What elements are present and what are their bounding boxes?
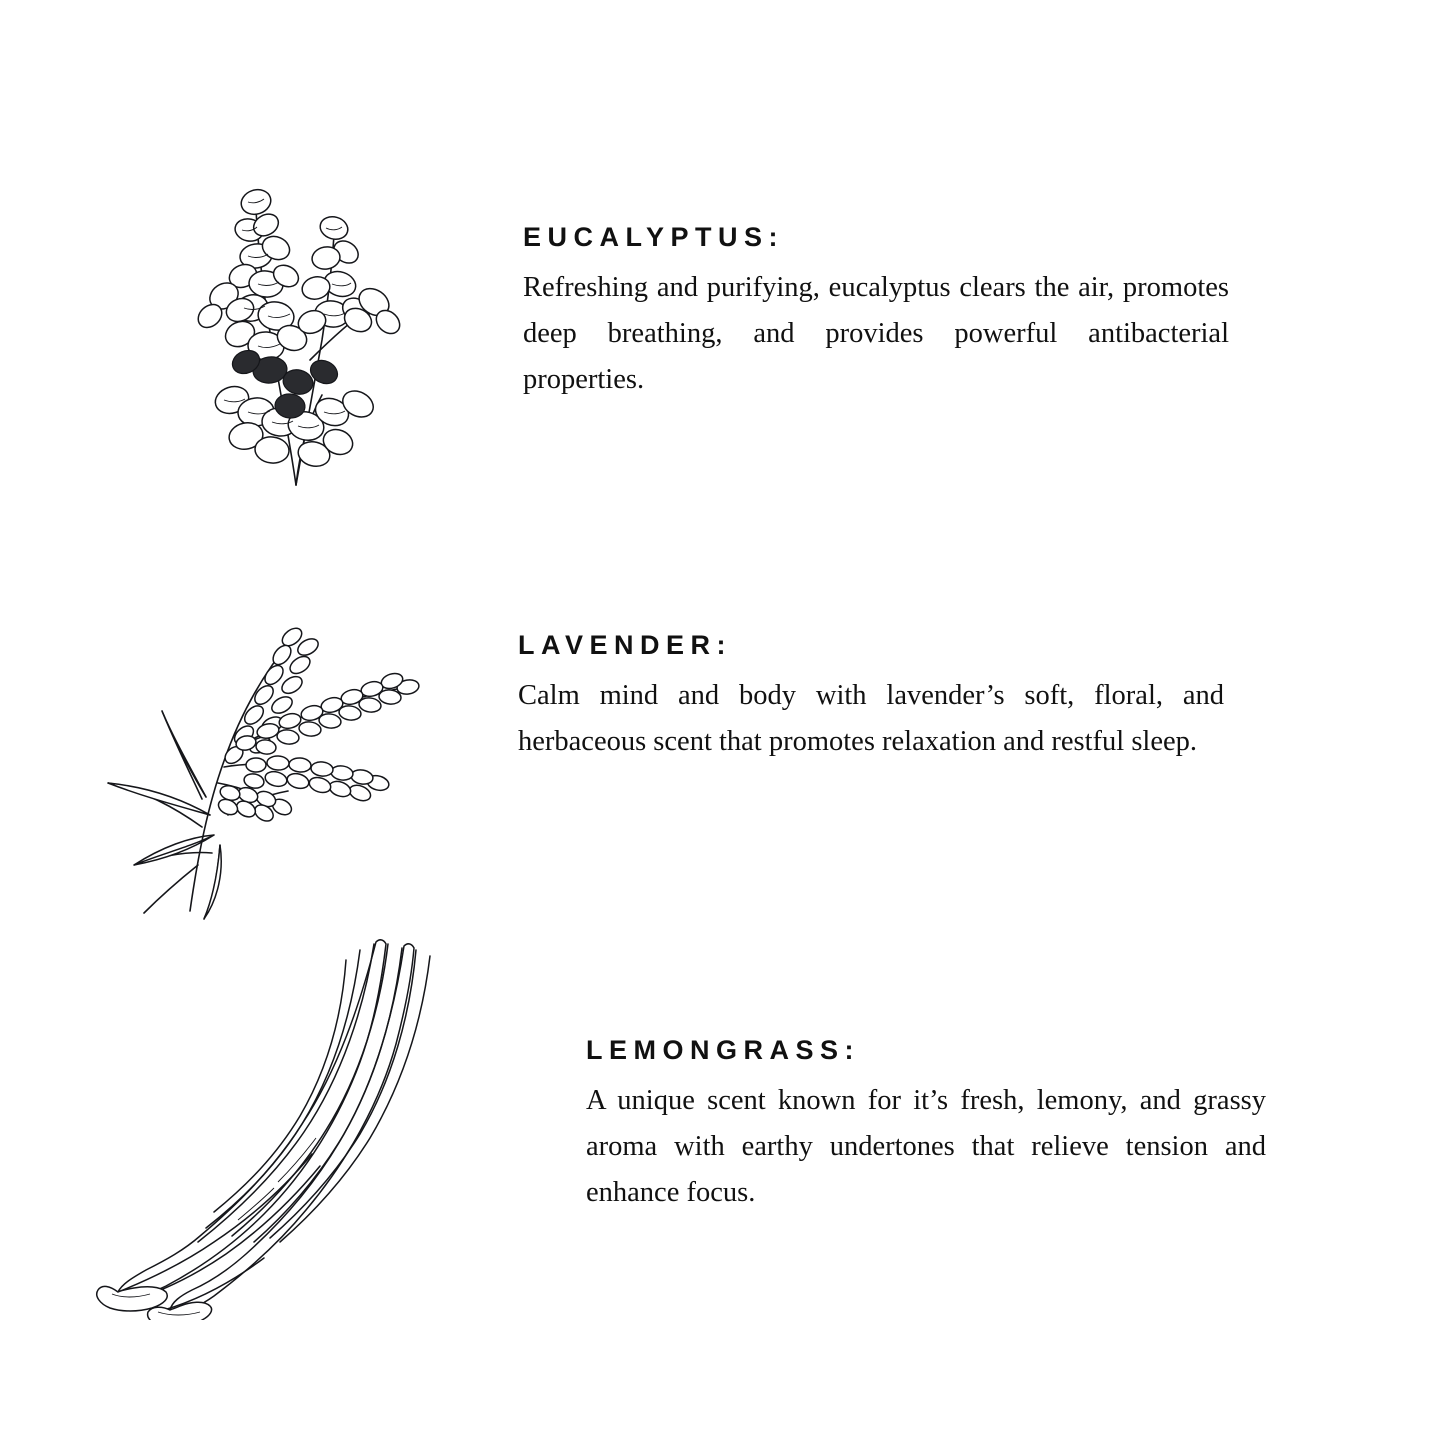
ingredient-entry-lemongrass [88,920,1266,1320]
ingredient-entry-eucalyptus [100,70,1229,500]
ingredient-entry-lavender [78,515,1224,925]
ingredient-description-lavender: Calm mind and body with lavender’s soft, floral, and herbaceous scent that promotes relaxation and restful sleep. [518,680,1224,758]
lemongrass-stalks-illustration [88,920,488,1320]
ingredient-description-eucalyptus: Refreshing and purifying, eucalyptus clears the air, promotes deep breathing, and provides powerful antibacterial properties. [523,272,1229,396]
ingredient-name-lavender: LAVENDER: [518,630,733,660]
eucalyptus-sprig-illustration [100,70,430,500]
lavender-sprig-illustration [78,515,428,925]
ingredient-name-eucalyptus: EUCALYPTUS: [523,222,785,252]
lavender-text-block [518,630,1224,765]
lemongrass-text-block [586,1035,1266,1216]
eucalyptus-text-block [523,222,1229,403]
ingredient-description-lemongrass: A unique scent known for it’s fresh, lemony, and grassy aroma with earthy undertones that relieve tension and enhance focus. [586,1085,1266,1209]
ingredient-name-lemongrass: LEMONGRASS: [586,1035,860,1065]
